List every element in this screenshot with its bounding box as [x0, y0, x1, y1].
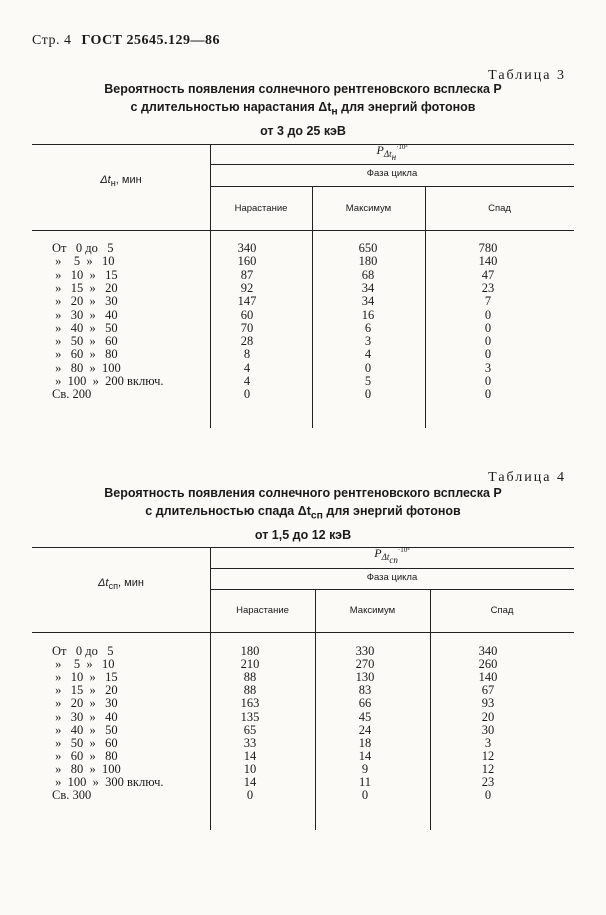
- row-value: 68: [361, 267, 375, 282]
- row-value: 23: [481, 280, 495, 295]
- table3-p-rule: [210, 164, 574, 165]
- table3-title: [0, 80, 606, 140]
- row-value: 0: [364, 360, 372, 375]
- row-value: 180: [358, 254, 378, 269]
- row-label: » 15 » 20: [52, 280, 118, 295]
- row-value: 67: [481, 683, 495, 698]
- row-label: » 60 » 80: [52, 748, 118, 763]
- row-value: 14: [243, 748, 257, 763]
- table4-phase-decline: Спад: [490, 605, 514, 616]
- row-value: 0: [484, 788, 492, 803]
- row-value: 0: [246, 788, 254, 803]
- row-label: Св. 200: [52, 387, 92, 402]
- row-value: 4: [243, 374, 251, 388]
- row-value: 260: [478, 657, 498, 672]
- table3-p-header: $P_{\Delta t_н}^{\cdot 10^3}$: [376, 143, 408, 163]
- row-value: 340: [237, 241, 257, 255]
- row-label: » 5 » 10: [52, 657, 115, 672]
- row-label: Св. 300: [52, 788, 92, 803]
- row-label: » 40 » 50: [52, 722, 118, 737]
- row-value: 147: [237, 294, 257, 309]
- row-label: » 40 » 50: [52, 320, 118, 335]
- table4-title: [0, 484, 606, 544]
- standard-code: ГОСТ 25645.129—86: [81, 33, 221, 48]
- table4-p-header: $P_{\Delta t_{сп}}^{\cdot 10^4}$: [374, 546, 410, 566]
- table4-vline-1: [210, 547, 211, 830]
- row-value: 7: [484, 294, 492, 309]
- row-value: 130: [355, 670, 375, 685]
- page-number: Стр. 4: [32, 33, 72, 48]
- row-value: 4: [364, 347, 372, 362]
- row-value: 160: [237, 254, 257, 269]
- row-value: 93: [481, 696, 495, 711]
- page-header: [32, 33, 220, 49]
- table3-phase-max: Максимум: [345, 203, 392, 214]
- row-value: 0: [484, 334, 492, 349]
- table4-p-rule: [210, 568, 574, 569]
- row-value: 650: [358, 241, 378, 255]
- row-value: 8: [243, 347, 251, 362]
- table3-vline-1: [210, 144, 211, 428]
- table4-title-line3: от 1,5 до 12 кэВ: [254, 527, 352, 542]
- row-label: » 50 » 60: [52, 334, 118, 349]
- row-value: 11: [358, 775, 372, 789]
- row-value: 0: [484, 374, 492, 388]
- row-value: 14: [243, 775, 257, 789]
- row-value: 0: [364, 387, 372, 402]
- table4-title-line2: с длительностью спада $\Delta t_{сп}$ для энергий фотонов: [145, 504, 461, 522]
- row-label: » 20 » 30: [52, 696, 118, 711]
- row-value: 180: [240, 644, 260, 658]
- row-value: 0: [361, 788, 369, 803]
- table4-phase-max: Максимум: [349, 605, 396, 616]
- row-label: » 20 » 30: [52, 294, 118, 309]
- row-value: 140: [478, 254, 498, 269]
- row-label: » 15 » 20: [52, 683, 118, 698]
- row-value: 14: [358, 748, 372, 763]
- table3-phase-header: Фаза цикла: [366, 168, 418, 179]
- row-value: 135: [240, 709, 260, 724]
- row-value: 0: [484, 320, 492, 335]
- row-value: 34: [361, 280, 375, 295]
- row-value: 16: [361, 307, 375, 322]
- table3-label: Таблица 3: [488, 68, 566, 83]
- table4-phase-rise: Нарастание: [236, 605, 289, 616]
- row-label: » 30 » 40: [52, 307, 118, 322]
- row-value: 47: [481, 267, 495, 282]
- table4-title-line1: Вероятность появления солнечного рентгеновского всплеска P: [104, 486, 502, 500]
- row-value: 28: [240, 334, 254, 349]
- row-label: » 100 » 200 включ.: [52, 374, 164, 388]
- row-value: 140: [478, 670, 498, 685]
- row-value: 23: [481, 775, 495, 789]
- table3-param-header: $\Delta t_н$, мин: [100, 174, 142, 189]
- row-value: 0: [484, 347, 492, 362]
- table3-title-line2: с длительностью нарастания $\Delta t_н$ для энергий фотонов: [130, 100, 476, 118]
- row-value: 33: [243, 735, 257, 750]
- row-label: » 80 » 100: [52, 761, 121, 776]
- row-value: 6: [364, 320, 372, 335]
- row-label: » 60 » 80: [52, 347, 118, 362]
- row-value: 780: [478, 241, 498, 255]
- row-label: От 0 до 5: [52, 644, 114, 658]
- table4-label: Таблица 4: [488, 470, 566, 485]
- row-value: 3: [484, 360, 492, 375]
- row-value: 12: [481, 748, 495, 763]
- row-value: 210: [240, 657, 260, 672]
- row-value: 92: [240, 280, 254, 295]
- table3-title-line3: от 3 до 25 кэВ: [260, 123, 346, 138]
- row-value: 330: [355, 644, 375, 658]
- table4-header-rule: [32, 632, 574, 633]
- table4-phase-rule: [210, 589, 574, 590]
- row-label: От 0 до 5: [52, 241, 114, 255]
- row-value: 66: [358, 696, 372, 711]
- row-value: 10: [243, 761, 257, 776]
- row-value: 3: [364, 334, 372, 349]
- row-value: 87: [240, 267, 254, 282]
- row-label: » 80 » 100: [52, 360, 121, 375]
- row-value: 340: [478, 644, 498, 658]
- row-value: 34: [361, 294, 375, 309]
- row-value: 0: [243, 387, 251, 402]
- row-value: 5: [364, 374, 372, 388]
- row-value: 20: [481, 709, 495, 724]
- row-label: » 100 » 300 включ.: [52, 775, 164, 789]
- row-value: 163: [240, 696, 260, 711]
- row-value: 30: [481, 722, 495, 737]
- table3-header-rule: [32, 230, 574, 231]
- table3-phase-rise: Нарастание: [234, 203, 288, 214]
- row-value: 18: [358, 735, 372, 750]
- row-value: 88: [243, 683, 257, 698]
- row-value: 45: [358, 709, 372, 724]
- row-value: 70: [240, 320, 254, 335]
- row-value: 270: [355, 657, 375, 672]
- row-label: » 10 » 15: [52, 267, 118, 282]
- row-value: 83: [358, 683, 372, 698]
- table4-param-header: $\Delta t_{сп}$, мин: [98, 577, 144, 592]
- table3-title-line1: Вероятность появления солнечного рентгеновского всплеска P: [104, 82, 502, 96]
- row-value: 0: [484, 307, 492, 322]
- table4-vline-2: [315, 589, 316, 830]
- row-value: 24: [358, 722, 372, 737]
- table3-vline-2: [312, 186, 313, 428]
- row-value: 88: [243, 670, 257, 685]
- table4-vline-3: [430, 589, 431, 830]
- row-value: 4: [243, 360, 251, 375]
- table3-vline-3: [425, 186, 426, 428]
- row-value: 60: [240, 307, 254, 322]
- table3-phase-rule: [210, 186, 574, 187]
- row-value: 12: [481, 761, 495, 776]
- row-value: 65: [243, 722, 257, 737]
- row-label: » 10 » 15: [52, 670, 118, 685]
- row-value: 0: [484, 387, 492, 402]
- row-value: 3: [484, 735, 492, 750]
- row-value: 9: [361, 761, 369, 776]
- table3-phase-decline: Спад: [488, 203, 511, 214]
- row-label: » 30 » 40: [52, 709, 118, 724]
- row-label: » 50 » 60: [52, 735, 118, 750]
- table4-phase-header: Фаза цикла: [366, 572, 418, 583]
- row-label: » 5 » 10: [52, 254, 115, 269]
